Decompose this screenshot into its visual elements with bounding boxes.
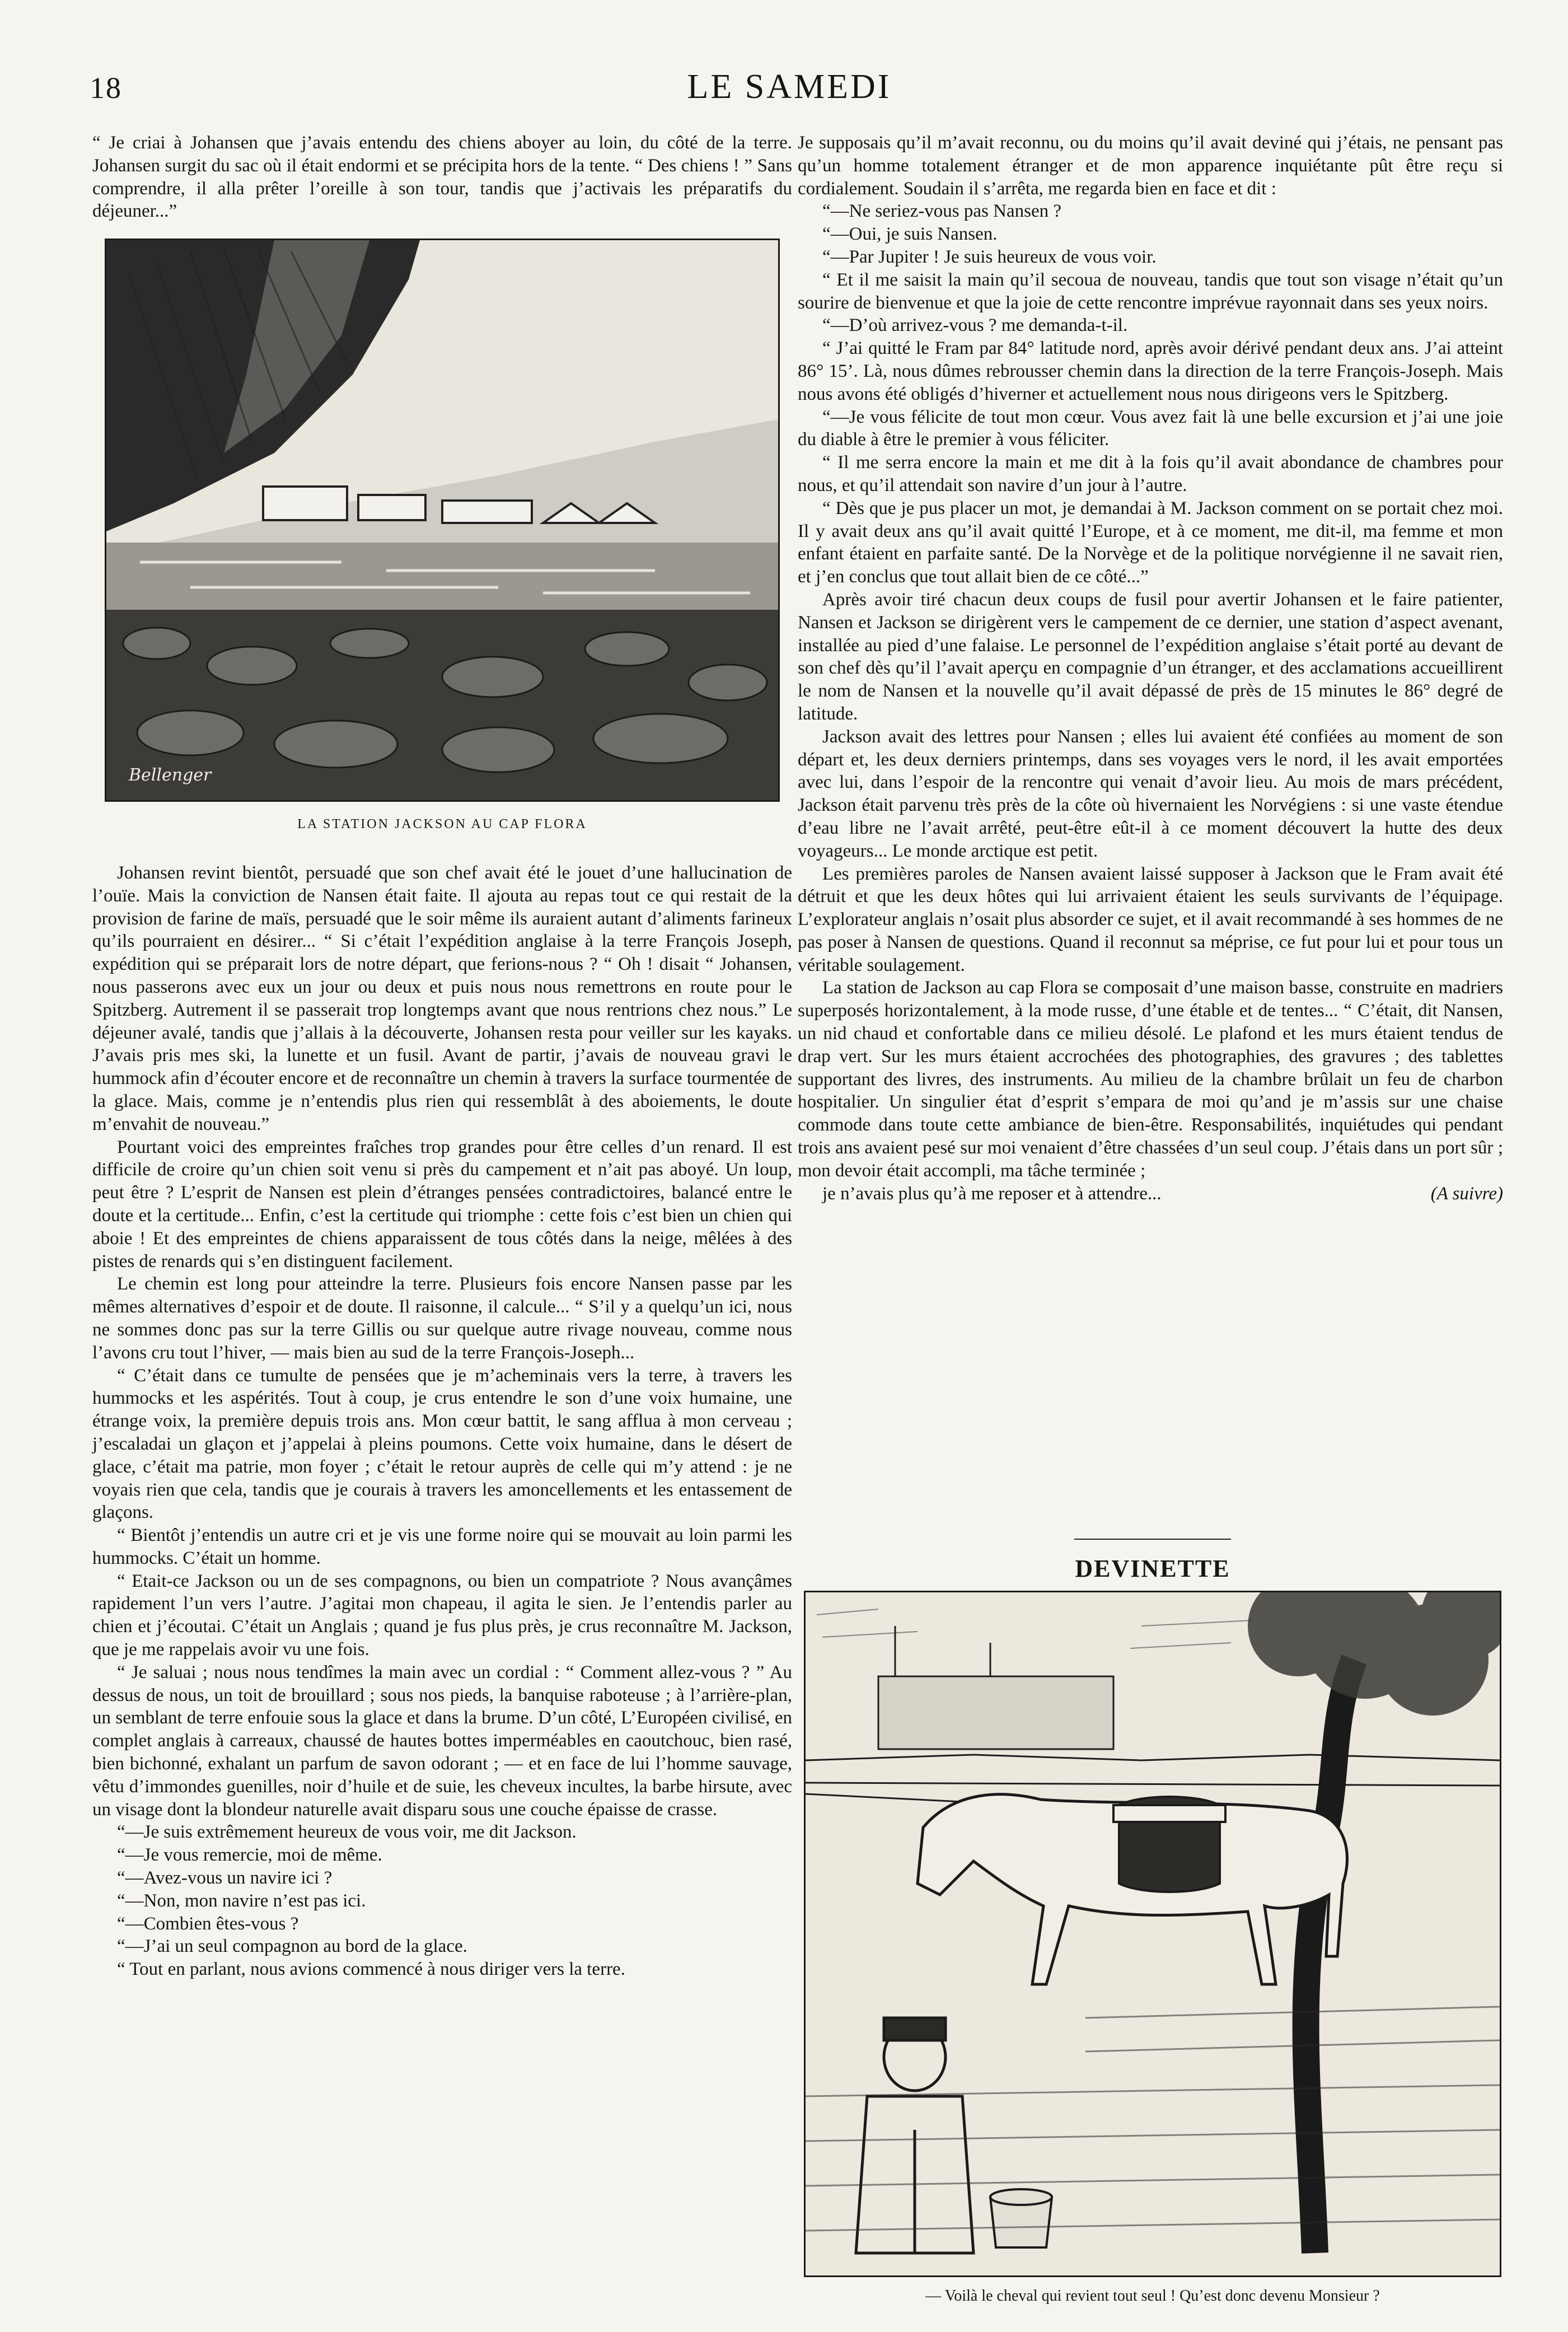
paragraph: Jackson avait des lettres pour Nansen ; elles lui avaient été confiées au moment de son départ et, les deux derniers printemps, dans ses voyages vers le nord, il les avait emportées avec lui, dans l’espoir de la rencontre qui venait d’avoir lieu. Au mois de mars précédent, Jackson était parvenu très près de la côte où hivernaient les Norvégiens : si une vaste étendue d’eau libre ne l’avait arrêté, peut-être eût-il à ce moment découvert la hutte des deux voyageurs... Le monde arctique est petit. <box>798 726 1503 861</box>
paragraph: “ Je saluai ; nous nous tendîmes la main avec un cordial : “ Comment allez-vous ? ” Au dessus de nous, un toit de brouillard ; sous nos pieds, la banquise raboteuse ; à l’arrière-plan, un semblant de terre enfouie sous la glace et dans la brume. D’un côté, L’Européen civilisé, en complet anglais à carreaux, chaussé de hautes bottes imperméables en caoutchouc, bien rasé, bien bichonné, exhalant un parfum de savon odorant ; — et en face de lui l’homme sauvage, vêtu d’immondes guenilles, noir d’huile et de suie, les cheveux incultes, la barbe hirsute, avec un visage dont la blondeur naturelle avait disparu sous une couche épaisse de crasse. <box>92 1662 792 1820</box>
closing-line <box>798 1183 1503 1205</box>
dialogue-line: “—J’ai un seul compagnon au bord de la glace. <box>117 1936 467 1957</box>
paragraph: “ Et il me saisit la main qu’il secoua de nouveau, tandis que tout son visage n’était qu’un sourire de bienvenue et que la joie de cette rencontre imprévue rayonnait dans ses yeux noirs. <box>798 269 1503 313</box>
horse-puzzle-engraving <box>804 1591 1501 2277</box>
paragraph: La station de Jackson au cap Flora se composait d’une maison basse, construite en madriers superposés horizontalement, à la mode russe, d’une étable et de tentes... “ C’était, dit Nansen, un nid chaud et confortable dans ce milieu désolé. Le plafond et les murs étaient tendus de drap vert. Sur les murs étaient accrochées des photographies, des gravures ; des tablettes supportant des livres, des instruments. Au milieu de la chambre brûlait un feu de charbon hospitalier. Un singulier état d’esprit s’empara de moi qu’and je m’assis sur une chaise commode dans toute cette ambiance de bien-être. Responsabilités, inquiétudes qui pendant trois ans avaient pesé sur moi venaient d’être chassées d’un seul coup. J’étais dans un port sûr ; mon devoir était accompli, ma tâche terminée ; <box>798 978 1503 1181</box>
paragraph: Après avoir tiré chacun deux coups de fusil pour avertir Johansen et le faire patienter, Nansen et Jackson se dirigèrent vers le campement de ce dernier, une station d’aspect avenant, installée au pied d’une falaise. Le personnel de l’expédition anglaise s’était porté au devant de son chef dès qu’il l’avait aperçu en compagnie d’un étranger, et des acclamations accueillirent le nom de Nansen et la nouvelle qu’il avait dépassé de près de 15 minutes le 86° degré de latitude. <box>798 589 1503 724</box>
paragraph: “—Je vous félicite de tout mon cœur. Vous avez fait là une belle excursion et j’ai une joie du diable à être le premier à vous féliciter. <box>798 406 1503 450</box>
cape-flora-engraving <box>105 239 780 802</box>
dialogue-line: “—Par Jupiter ! Je suis heureux de vous voir. <box>822 246 1157 267</box>
illustration-caption: LA STATION JACKSON AU CAP FLORA <box>297 817 587 832</box>
paragraph: Le chemin est long pour atteindre la terre. Plusieurs fois encore Nansen passe par les mêmes alternatives d’espoir et de doute. Il raisonne, il calcule... “ S’il y a quelqu’un ici, nous ne sommes donc pas sur la terre Gillis ou sur quelque autre rivage nouveau, comme nous l’avons cru tout l’hiver, — mais bien au sud de la terre François-Joseph... <box>92 1274 792 1363</box>
journal-title: LE SAMEDI <box>687 68 892 106</box>
paragraph: Je supposais qu’il m’avait reconnu, ou du moins qu’il avait deviné qui j’étais, ne pensant pas qu’un homme totalement étranger et de mon apparence inquiétante pût être reçu si cordialement. Soudain il s’arrêta, me regarda bien en face et dit : <box>798 133 1503 199</box>
devinette-caption: — Voilà le cheval qui revient tout seul ! Qu’est donc devenu Monsieur ? <box>925 2287 1380 2305</box>
section-divider <box>1074 1539 1231 1540</box>
paragraph: “ J’ai quitté le Fram par 84° latitude nord, après avoir dérivé pendant deux ans. J’ai atteint 86° 15’. Là, nous dûmes rebrousser chemin dans la direction de la terre François-Joseph. Mais nous avons été obligés d’hiverner et actuellement nous nous dirigeons vers le Spitzberg. <box>798 338 1503 404</box>
dialogue-line: “—Ne seriez-vous pas Nansen ? <box>822 201 1062 222</box>
devinette-title: DEVINETTE <box>1075 1555 1230 1582</box>
paragraph: “ Je criai à Johansen que j’avais entendu des chiens aboyer au loin, du côté de la terre. Johansen surgit du sac où il était endormi et se précipita hors de la tente. “ Des chiens ! ” Sans comprendre, il alla prêter l’oreille à son tour, tandis que j’activais les préparatifs du déjeuner...” <box>92 133 792 222</box>
paragraph: “ Etait-ce Jackson ou un de ses compagnons, ou bien un compatriote ? Nous avançâmes rapidement l’un vers l’autre. J’agitai mon chapeau, il agita le sien. Je l’entendis parler au chien et j’écoutai. C’était un Anglais ; quand je fus plus près, je crus reconnaître M. Jackson, que je me rappelais avoir vu une fois. <box>92 1571 792 1660</box>
paragraph: “ Dès que je pus placer un mot, je demandai à M. Jackson comment on se portait chez moi. Il y avait deux ans qu’il avait quitté l’Europe, et à ce moment, me dit-il, ma femme et mon enfant étaient en parfaite santé. De la Norvège et de la politique norvégienne il ne savait rien, et j’en conclus que tout allait bien de ce côté...” <box>798 498 1503 587</box>
paragraph: “ Il me serra encore la main et me dit à la fois qu’il avait abondance de chambres pour nous, et qu’il attendait son navire d’un jour à l’autre. <box>798 452 1503 496</box>
paragraph: Pourtant voici des empreintes fraîches trop grandes pour être celles d’un renard. Il est difficile de croire qu’un chien soit venu si près du campement et n’ait pas aboyé. Un loup, peut être ? L’esprit de Nansen est plein d’étranges pensées contradictoires, balancé entre le doute et la certitude... Enfin, c’est la certitude qui triomphe : cette fois c’est bien un chien qui aboie ! Et des empreintes de chiens apparaissent de tous côtés dans la neige, mêlées à des pistes de renards qui s’en distinguent facilement. <box>92 1137 792 1272</box>
dialogue-line: “—Combien êtes-vous ? <box>117 1913 299 1934</box>
right-column <box>798 132 1503 1492</box>
closing-text: je n’avais plus qu’à me reposer et à attendre... <box>822 1183 1162 1204</box>
artist-signature: Bellenger <box>129 765 212 786</box>
page-header <box>90 62 1489 112</box>
paragraph: Les premières paroles de Nansen avaient laissé supposer à Jackson que le Fram avait été détruit et que les deux hôtes qui lui arrivaient étaient les seuls survivants de l’équipage. L’explorateur anglais n’osait plus absorder ce sujet, et il avait recommandé à ses hommes de ne pas poser à Nansen de questions. Quand il reconnut sa méprise, ce fut pour lui et pour tous un véritable soulagement. <box>798 863 1503 975</box>
dialogue-line: “—Je vous remercie, moi de même. <box>117 1845 382 1866</box>
station-illustration <box>92 239 792 836</box>
page-number: 18 <box>90 71 122 105</box>
paragraph: Johansen revint bientôt, persuadé que son chef avait été le jouet d’une hallucination de l’ouïe. Mais la conviction de Nansen était faite. Il ajouta au repas tout ce qui restait de la provision de farine de maïs, persuadé que le soir même ils auraient autant d’aliments farineux qu’ils pourraient en désirer... “ Si c’était l’expédition anglaise à la terre François Joseph, expédition qui se préparait lors de notre départ, que ferions-nous ? “ Oh ! disait “ Johansen, nous passerons avec eux un jour ou deux et puis nous nous remettrons en route pour le Spitzberg. Autrement il se passerait trop longtemps avant que nous rentrions chez nous.” Le déjeuner avalé, tandis que j’allais à la découverte, Johansen resta pour veiller sur les kayaks. J’avais pris mes ski, la lunette et un fusil. Avant de partir, j’avais de nouveau gravi le hummock afin d’écouter encore et de reconnaître un chemin à travers la surface tourmentée de la glace. Mais, comme je n’entendis plus rien qui ressemblât à des aboiements, le doute m’envahit de nouveau.” <box>92 862 792 1134</box>
paragraph: “ Bientôt j’entendis un autre cri et je vis une forme noire qui se mouvait au loin parmi les hummocks. C’était un homme. <box>92 1525 792 1568</box>
dialogue-line: “—D’où arrivez-vous ? me demanda-t-il. <box>822 315 1128 336</box>
devinette-section <box>799 1512 1506 2305</box>
paragraph: “ C’était dans ce tumulte de pensées que je m’acheminais vers la terre, à travers les hummocks et les aspérités. Tout à coup, je crus entendre le son d’une voix humaine, une étrange voix, la première depuis trois ans. Mon cœur battit, le sang afflua à mon cerveau ; j’escaladai un glaçon et j’appelai à pleins poumons. Cette voix humaine, dans le désert de glace, c’était ma patrie, mon foyer ; c’était le retour auprès de celle qui m’y attend : je ne voyais rien que cela, tandis que je courais à travers les amoncellements et les entassement de glaçons. <box>92 1365 792 1523</box>
to-be-continued: (A suivre) <box>1430 1183 1503 1204</box>
dialogue-line: “—Je suis extrêmement heureux de vous voir, me dit Jackson. <box>117 1822 577 1843</box>
paragraph: “ Tout en parlant, nous avions commencé à nous diriger vers la terre. <box>117 1959 625 1980</box>
dialogue-line: “—Oui, je suis Nansen. <box>822 224 998 245</box>
left-column <box>92 132 792 2248</box>
dialogue-line: “—Non, mon navire n’est pas ici. <box>117 1890 366 1911</box>
dialogue-line: “—Avez-vous un navire ici ? <box>117 1868 333 1889</box>
